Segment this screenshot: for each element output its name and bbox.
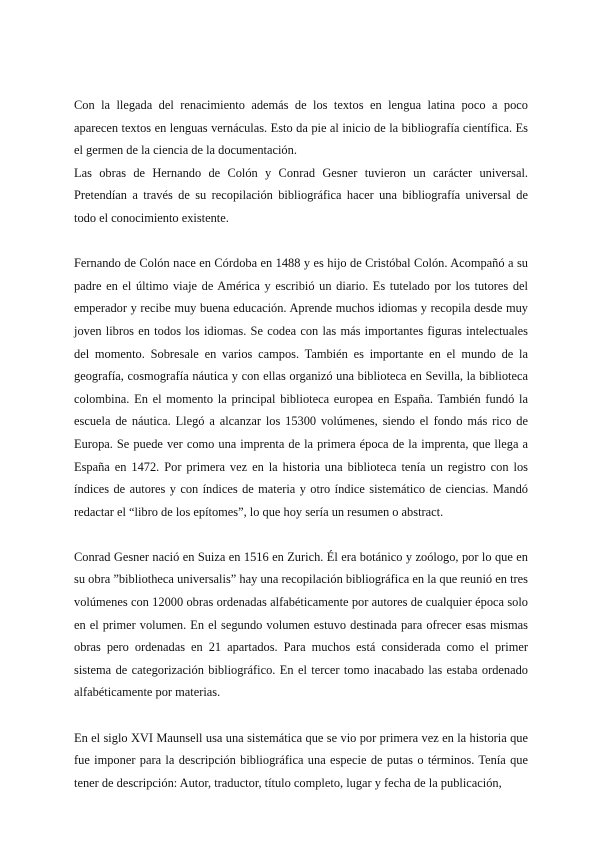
paragraph-spacer [74,230,528,253]
document-page [74,94,528,794]
paragraph-spacer [74,704,528,727]
paragraph-conrad-gesner: Conrad Gesner nació en Suiza en 1516 en Zurich. Él era botánico y zoólogo, por lo que en su obra ”bibliotheca universalis” hay una recopilación bibliográfica en la que reunió en tres volúmenes con 12000 obras ordenadas alfabéticamente por autores de cualquier época solo en el primer volumen. En el segundo volumen estuvo destinada para ofrecer esas mismas obras pero ordenadas en 21 apartados. Para muchos está considerada como el primer sistema de categorización bibliográfico. En el tercer tomo inacabado las estaba ordenado alfabéticamente por materias. [74,549,528,700]
paragraph-renacimiento: Con la llegada del renacimiento además de los textos en lengua latina poco a poco aparecen textos en lenguas vernáculas. Esto da pie al inicio de la bibliografía científica. Es el germen de la ciencia de la documentación. [74,98,528,158]
paragraph-fernando-colon: Fernando de Colón nace en Córdoba en 1488 y es hijo de Cristóbal Colón. Acompañó a su padre en el último viaje de América y escribió un diario. Es tutelado por los tutores del emperador y recibe muy buena educación. Aprende muchos idiomas y recopila desde muy joven libros en todos los idiomas. Se codea con las más importantes figuras intelectuales del momento. Sobresale en varios campos. También es importante en el mundo de la geografía, cosmografía náutica y con ellas organizó una biblioteca en Sevilla, la biblioteca colombina. En el momento la principal biblioteca europea en España. También fundó la escuela de náutica. Llegó a alcanzar los 15300 volúmenes, siendo el fondo más rico de Europa. Se puede ver como una imprenta de la primera época de la imprenta, que llega a España en 1472. Por primera vez en la historia una biblioteca tenía un registro con los índices de autores y con índices de materia y otro índice sistemático de ciencias. Mandó redactar el “libro de los epítomes”, lo que hoy sería un resumen o abstract. [74,256,528,519]
paragraph-obras-universales: Las obras de Hernando de Colón y Conrad Gesner tuvieron un carácter universal. Pretendían a través de su recopilación bibliográfica hacer una bibliografía universal de todo el conocimiento existente. [74,165,528,225]
paragraph-maunsell: En el siglo XVI Maunsell usa una sistemática que se vio por primera vez en la historia que fue imponer para la descripción bibliográfica una especie de putas o términos. Tenía que tener de descripción: Autor, traductor, título completo, lugar y fecha de la publicación, [74,730,528,790]
paragraph-spacer [74,523,528,546]
